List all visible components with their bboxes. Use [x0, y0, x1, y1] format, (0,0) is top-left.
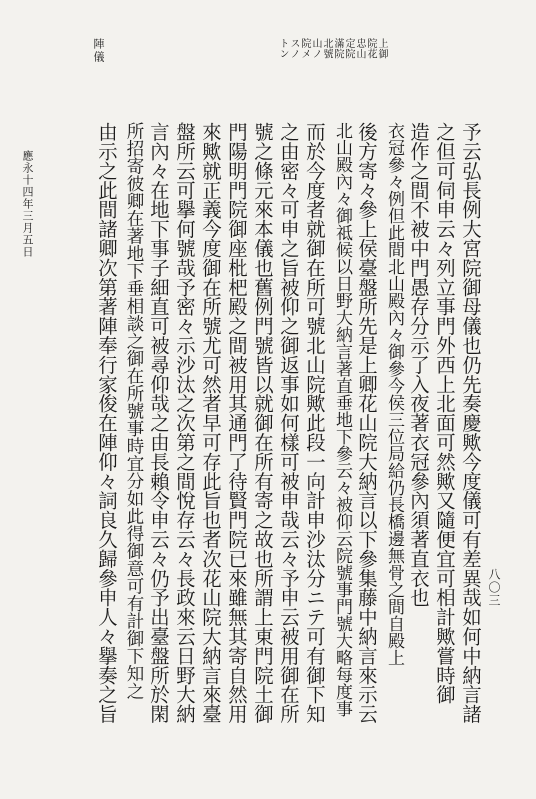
- header-note-line-2: 院花: [365, 38, 376, 59]
- text-column-15: 由示之此間諸卿次第著陣奉行家俊在陣仰々詞良久歸參申人々擧奏之旨: [95, 122, 118, 724]
- text-column-11: 來歟就正義今度御在所號尤可然者早可存此旨也者次花山院大納言來臺: [199, 122, 222, 724]
- header-note-line-9: スノ: [288, 38, 299, 59]
- page-number: 八〇三: [487, 568, 501, 607]
- text-column-3: 造作之間不被中門愚存分示了入夜著衣冠參內須著直衣也: [407, 122, 430, 607]
- header-note-line-4: 定院: [343, 38, 354, 59]
- text-column-7: 而於今度者就御在所可號北山院歟此段一向計申沙汰分ニテ可有御下知: [303, 122, 326, 724]
- text-column-4: 衣冠參々例但此間北山殿內々御參今侯三位局給仍長橋邊無骨之間自殿上: [384, 122, 404, 666]
- header-note-line-3: 忠山: [354, 38, 365, 59]
- text-column-9: 號之條元來本儀也舊例門號皆以就御在所有寄之故也所謂上東門院土御: [251, 122, 274, 724]
- header-note-line-6: 北號: [321, 38, 332, 59]
- text-column-5: 後方寄々參上侯臺盤所先是上卿花山院大納言以下參集藤中納言來示云: [355, 122, 378, 724]
- header-note-line-7: 山ノ: [310, 38, 321, 59]
- header-note-line-1: 上御: [376, 38, 387, 59]
- header-note-line-5: 滿院: [332, 38, 343, 59]
- text-column-14: 所招寄彼卿在著地下垂相談之御在所號事時宜分如此得御意可有計御下知之: [124, 122, 144, 700]
- text-column-10: 門陽明門院御座枇杷殿之間被用其通門了待賢門院已來雖無其寄自然用: [225, 122, 248, 724]
- text-column-8: 之由密々可申之旨被仰之御返事如何樣可被申哉云々予申云被用御在所: [277, 122, 300, 724]
- text-column-12: 盤所云可擧何號哉予密々示沙汰之次第之間悅存云々長政來云日野大納: [173, 122, 196, 724]
- text-column-6: 北山殿內々御祗候以日野大納言著直垂地下參云々被仰云院號事門號大略每度事: [332, 122, 352, 717]
- text-column-13: 言內々在地下事子細直可被尋仰哉之由長賴令申云々仍予出臺盤所於閑: [147, 122, 170, 724]
- header-note-line-10: トン: [277, 38, 288, 59]
- header-note-line-8: 院メ: [299, 38, 310, 59]
- text-column-2: 之但可伺申云々列立事門外西上北面可然歟又隨便宜可相計歟嘗時御: [433, 122, 456, 704]
- margin-date: 應永十四年三月五日: [21, 150, 34, 258]
- text-column-1: 予云弘長例大宮院御母儀也仍先奏慶歟今度儀可有差異哉如何中納言諸: [459, 122, 482, 724]
- header-title: 陣儀: [92, 38, 105, 64]
